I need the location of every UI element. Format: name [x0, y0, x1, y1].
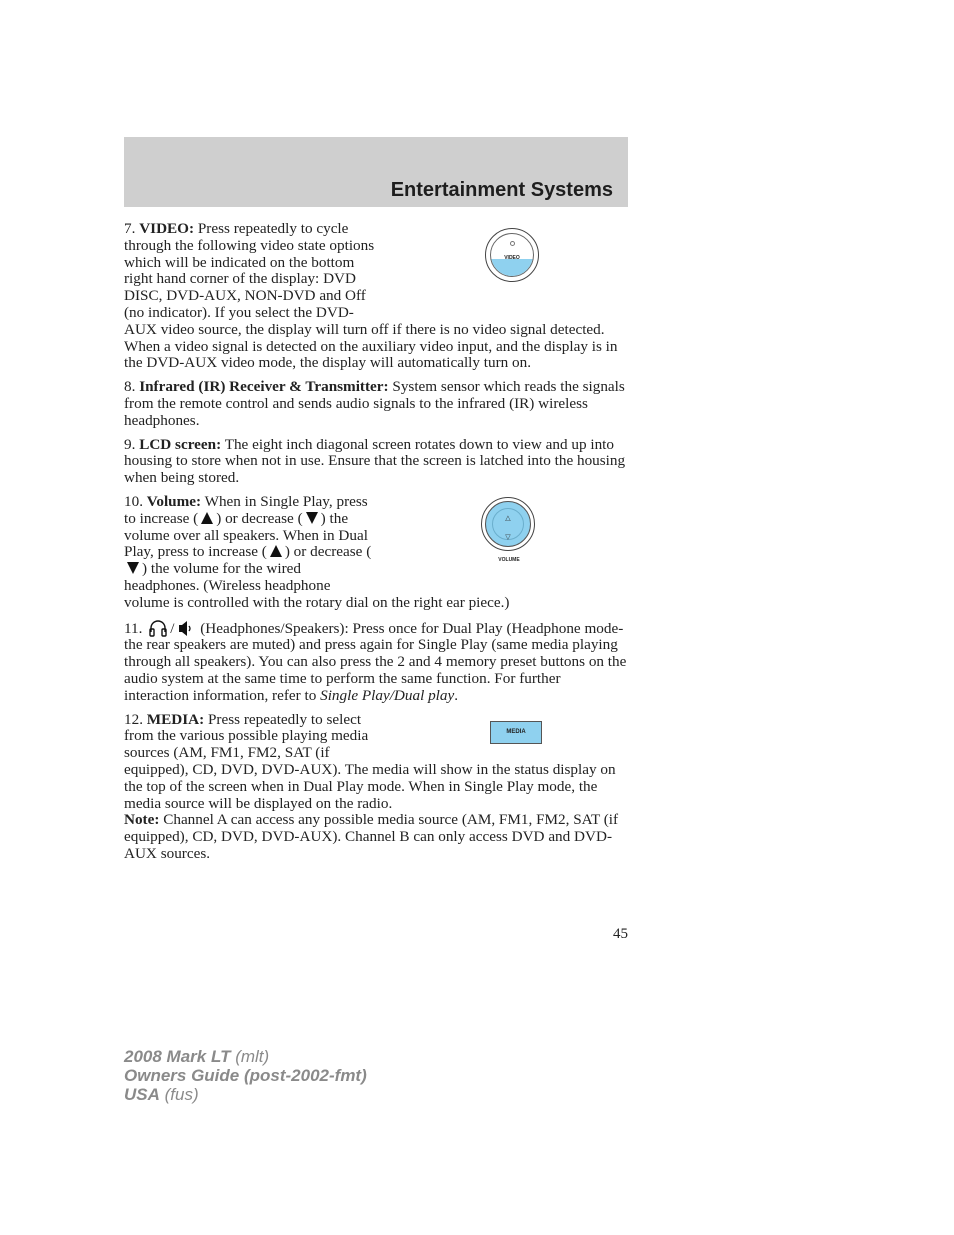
volume-button-figure	[378, 494, 628, 588]
footer: 2008 Mark LT (mlt) Owners Guide (post-2002-fmt) USA (fus)	[124, 1047, 367, 1104]
page-content	[124, 221, 628, 870]
volume-down-arrow-icon	[126, 561, 140, 575]
note-label: Note:	[124, 811, 160, 829]
item-term: MEDIA:	[146, 710, 205, 728]
headphones-icon	[148, 619, 168, 637]
video-knob-label: VIDEO	[504, 255, 520, 262]
cross-reference: Single Play/Dual play	[320, 686, 455, 704]
item-headphones-speakers: 11. / (Headphones/Speakers): Press once for Dual Play (Headphone mode- the rear speakers are muted) and press again for Single Play (same media playing through all speakers). You can also press the 2 and 4 memory preset buttons on the audio system at the same time to perform the same function. For further interaction information, refer to Single Play/Dual play.	[124, 619, 627, 704]
item-volume: 10. Volume: When in Single Play, press to increase ( ) or decrease ( ) the volume over all speakers. When in Dual Play, press to increase ( ) or decrease () the volume for the wired headphones. (Wireless headphone volume is controlled with the rotary dial on the right ear piece.)	[124, 492, 510, 611]
item-media: 12. MEDIA: Press repeatedly to select from the various possible playing media sources (AM, FM1, FM2, SAT (if equipped), CD, DVD, DVD-AUX). The media will show in the status display on the top of the screen when in Dual Play mode. When in Single Play mode, the media source will be displayed on the radio.	[124, 710, 616, 812]
video-button-figure	[378, 223, 628, 305]
item-ir-receiver: 8. Infrared (IR) Receiver & Transmitter: System sensor which reads the signals from the remote control and sends audio signals to the infrared (IR) wireless headphones.	[124, 378, 625, 429]
item-video: 7. VIDEO: Press repeatedly to cycle through the following video state options which will be indicated on the bottom right hand corner of the display: DVD DISC, DVD-AUX, NON-DVD and Off (no indicator). If you select the DVD-AUX video source, the display will turn off if there is no video signal detected. When a video signal is detected on the auxiliary video input, and the display is in the DVD-AUX video mode, the display will automatically turn on.	[124, 220, 618, 372]
item-term: VIDEO:	[139, 220, 195, 237]
speaker-icon	[176, 619, 194, 637]
item-term: LCD screen:	[139, 435, 222, 453]
note: Note: Channel A can access any possible media source (AM, FM1, FM2, SAT (if equipped), CD, DVD, DVD-AUX). Channel B can only access DVD and DVD-AUX sources.	[124, 811, 619, 862]
item-lcd-screen: 9. LCD screen: The eight inch diagonal screen rotates down to view and up into housing to store when not in use. Ensure that the screen is latched into the housing when being stored.	[124, 435, 626, 487]
volume-up-arrow-icon	[269, 544, 283, 558]
item-term: Volume:	[146, 492, 202, 510]
volume-knob	[481, 497, 535, 551]
volume-knob-label: VOLUME	[498, 556, 520, 563]
volume-up-arrow-icon	[200, 511, 214, 525]
triangle-up-icon: △	[505, 513, 511, 522]
header-band	[124, 137, 628, 207]
video-knob	[485, 228, 539, 282]
volume-down-arrow-icon	[305, 511, 319, 525]
page-number: 45	[613, 926, 628, 942]
section-title: Entertainment Systems	[390, 179, 613, 201]
indicator-dot-icon	[510, 241, 515, 246]
item-term: Infrared (IR) Receiver & Transmitter:	[139, 378, 389, 396]
media-button-figure	[378, 712, 628, 758]
triangle-down-icon: ▽	[505, 532, 511, 541]
media-button-label: MEDIA	[490, 721, 542, 744]
